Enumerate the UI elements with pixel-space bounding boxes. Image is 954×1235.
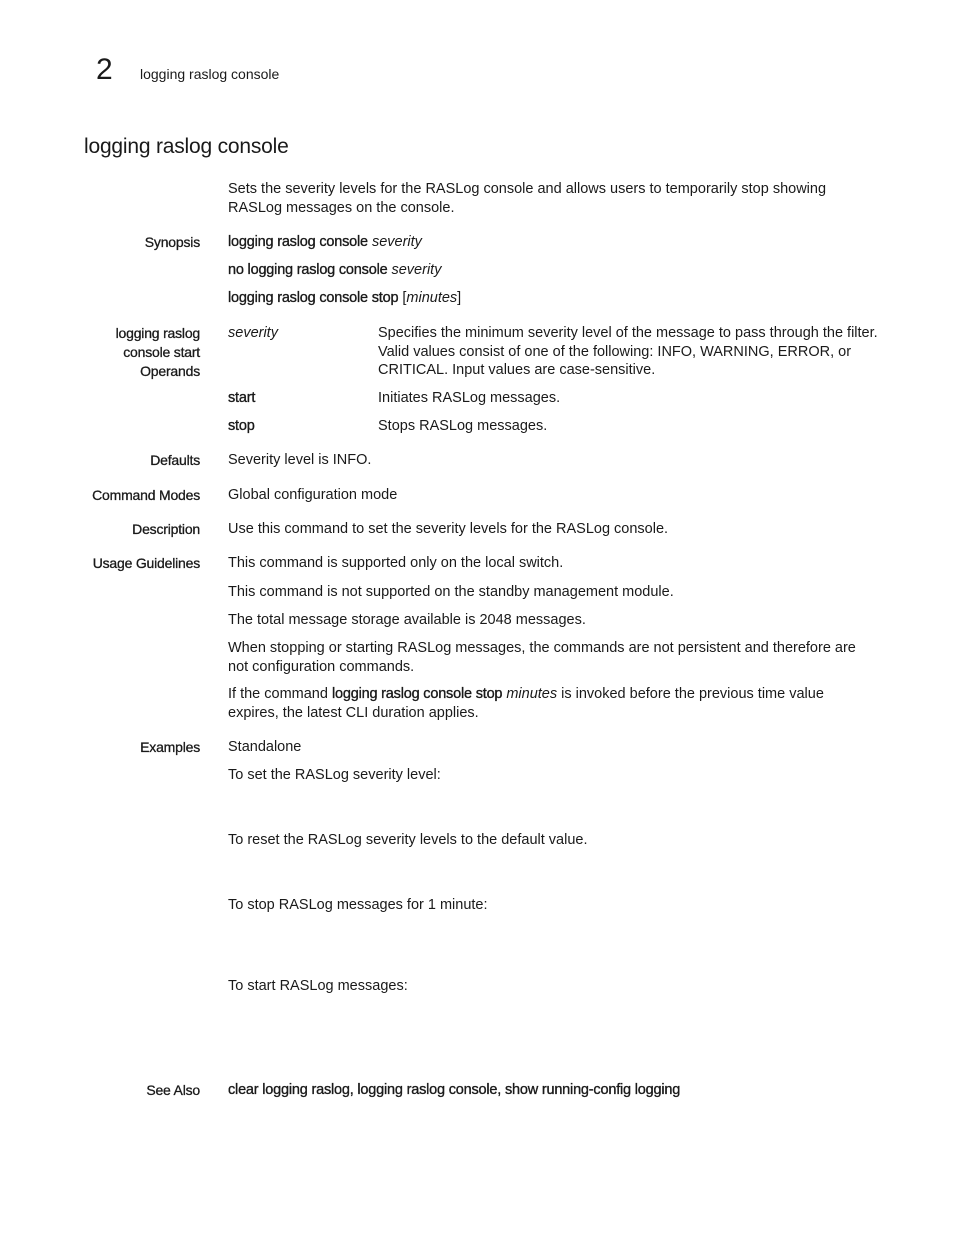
usage-p5-command: logging raslog console stop [331, 686, 503, 702]
synopsis-argument: minutes [406, 290, 458, 306]
synopsis-command: logging raslog console stop [228, 290, 399, 306]
example-caption: To stop RASLog messages for 1 minute: [228, 897, 488, 913]
usage-p5-pre: If the command [228, 686, 332, 702]
usage-paragraph-5 [228, 685, 868, 723]
synopsis-line-2 [228, 261, 868, 280]
synopsis-argument: severity [391, 262, 442, 278]
usage-p5-post: is invoked before the previous time value expires, the latest CLI duration applies. [228, 686, 824, 721]
page-title: logging raslog console [84, 135, 289, 158]
intro-paragraph: Sets the severity levels for the RASLog console and allows users to temporarily stop showing RASLog messages on the console. [228, 181, 827, 216]
usage-guidelines-label: Usage Guidelines [92, 555, 200, 571]
running-title: logging raslog console [140, 66, 280, 82]
see-also-links: clear logging raslog, logging raslog console, show running-config logging [228, 1082, 681, 1098]
synopsis-line-3 [228, 289, 868, 308]
synopsis-bracket-open: [ [402, 290, 407, 306]
operand-name-severity: severity [228, 325, 278, 341]
usage-paragraph-1: This command is supported only on the local switch. [228, 555, 564, 571]
example-context: Standalone [228, 739, 302, 755]
operands-label-line-2: console start [123, 344, 200, 360]
operand-desc-stop: Stops RASLog messages. [378, 418, 548, 434]
command-modes-label: Command Modes [92, 487, 200, 503]
synopsis-label: Synopsis [144, 234, 200, 250]
operand-desc-start: Initiates RASLog messages. [378, 390, 561, 406]
operand-desc-severity: Specifies the minimum severity level of the message to pass through the filter. Valid values consist of one of the following: INFO, WARNING, ERROR, or CRITICAL. Input values are case-sensitive. [378, 325, 878, 378]
example-caption: To set the RASLog severity level: [228, 767, 441, 783]
synopsis-argument: severity [371, 234, 422, 250]
operand-name-stop: stop [228, 418, 255, 434]
synopsis-bracket-close: ] [457, 290, 462, 306]
see-also-label: See Also [146, 1082, 200, 1098]
page-header [0, 0, 954, 100]
operands-label-line-3: Operands [140, 363, 200, 379]
operand-name-start: start [228, 390, 256, 406]
synopsis-line-1 [228, 233, 868, 252]
example-caption: To reset the RASLog severity levels to the default value. [228, 832, 588, 848]
chapter-number: 2 [96, 53, 113, 86]
usage-p5-argument: minutes [506, 686, 558, 702]
examples-label: Examples [140, 739, 200, 755]
description-label: Description [132, 521, 200, 537]
synopsis-command: no logging raslog console [228, 262, 388, 278]
command-modes-text: Global configuration mode [228, 487, 398, 503]
usage-paragraph-2: This command is not supported on the standby management module. [228, 584, 674, 600]
description-text: Use this command to set the severity levels for the RASLog console. [228, 521, 669, 537]
defaults-label: Defaults [150, 452, 200, 468]
synopsis-command: logging raslog console [228, 234, 368, 250]
usage-paragraph-3: The total message storage available is 2048 messages. [228, 612, 586, 628]
defaults-text: Severity level is INFO. [228, 452, 372, 468]
example-caption: To start RASLog messages: [228, 978, 408, 994]
usage-paragraph-4: When stopping or starting RASLog messages, the commands are not persistent and therefore are not configuration commands. [228, 640, 856, 675]
operands-label-line-1: logging raslog [115, 325, 200, 341]
